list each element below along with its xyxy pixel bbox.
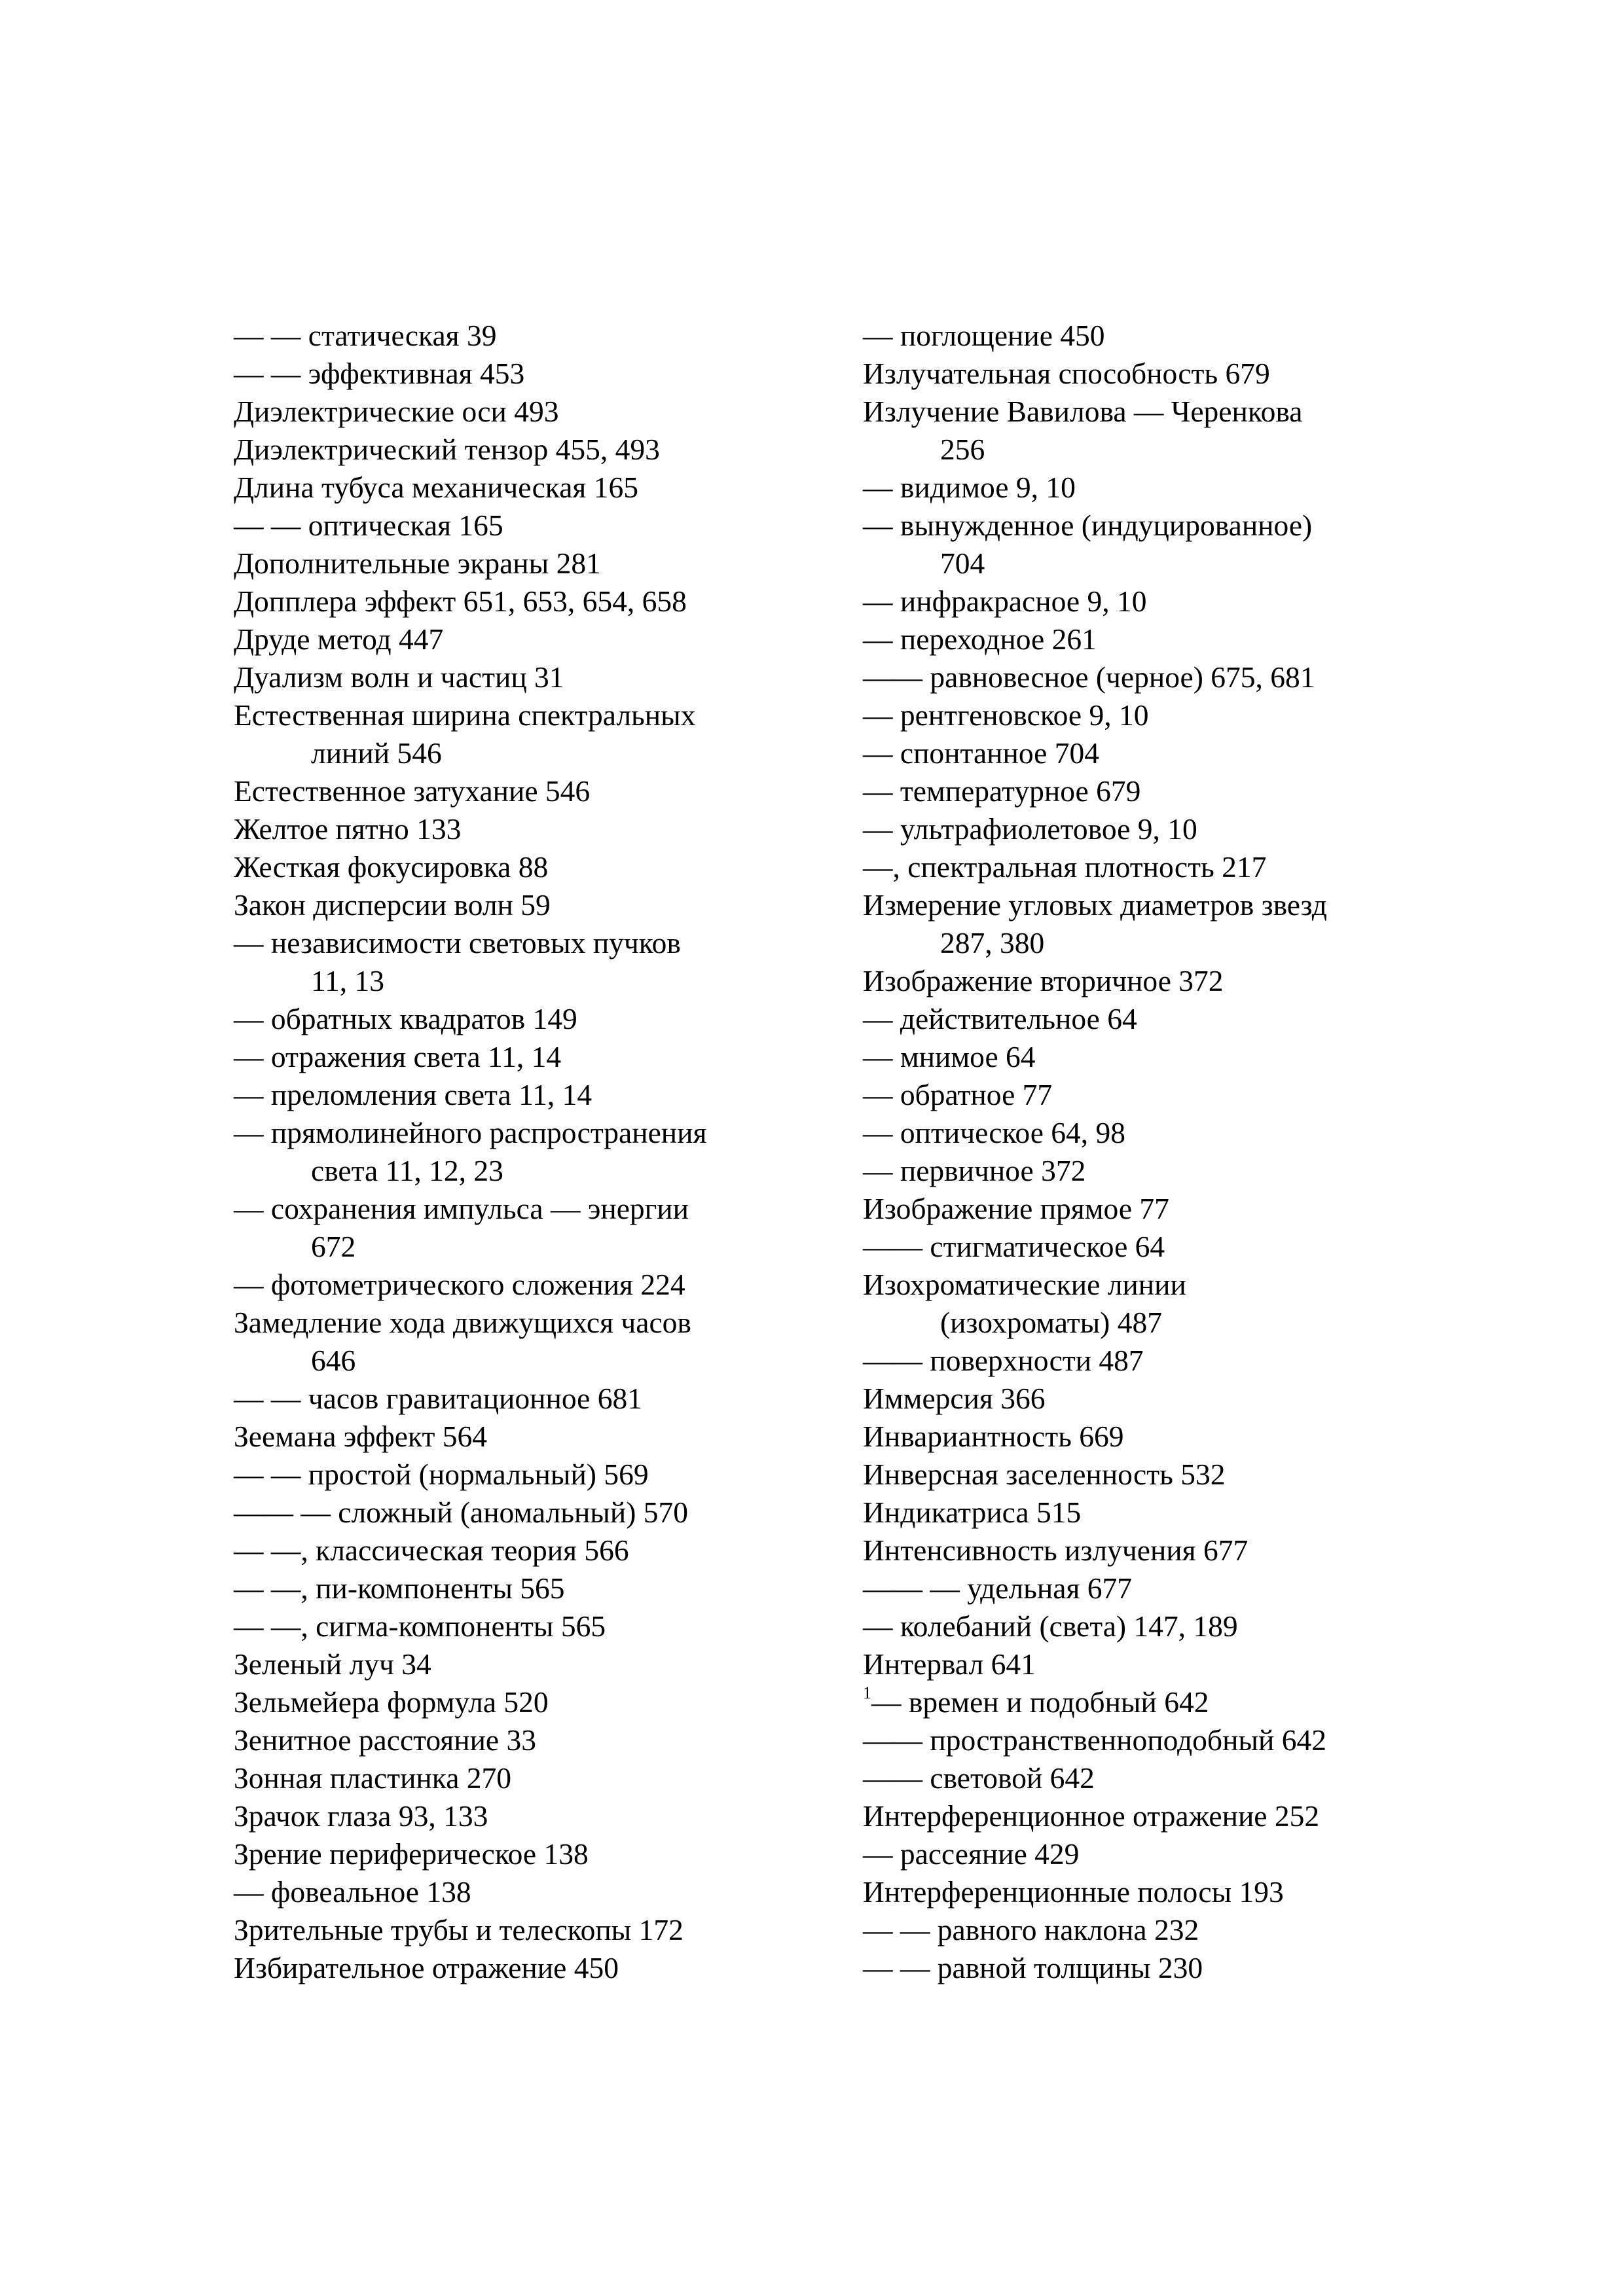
index-entry-text: — преломления света 11, 14 — [234, 1078, 593, 1111]
index-entry — [234, 658, 849, 696]
index-entry-text: 287, 380 — [940, 926, 1045, 960]
index-entry-continuation — [863, 431, 1518, 469]
index-entry — [863, 848, 1518, 886]
index-entry-text: Закон дисперсии волн 59 — [234, 888, 551, 922]
index-entry — [234, 1456, 849, 1494]
index-entry — [234, 1380, 849, 1418]
index-entry-text: Друде метод 447 — [234, 622, 444, 656]
index-entry-continuation — [234, 1342, 849, 1380]
index-entry — [234, 696, 849, 734]
index-entry-text: Избирательное отражение 450 — [234, 1951, 619, 1984]
index-entry-text: Допплера эффект 651, 653, 654, 658 — [234, 584, 687, 618]
index-column-left — [234, 317, 849, 1987]
index-entry — [863, 1949, 1518, 1987]
index-entry — [234, 1797, 849, 1835]
index-entry — [863, 469, 1518, 507]
index-entry-text: — вынужденное (индуцированное) — [863, 509, 1313, 542]
index-entry — [863, 1038, 1518, 1076]
index-entry — [234, 393, 849, 431]
index-entry — [234, 1114, 849, 1152]
index-entry-text: Изображение вторичное 372 — [863, 964, 1224, 997]
index-entry — [234, 317, 849, 355]
index-entry — [234, 810, 849, 848]
index-entry-text: Интенсивность излучения 677 — [863, 1534, 1249, 1567]
index-entry-continuation — [234, 962, 849, 1000]
index-entry — [863, 1266, 1518, 1304]
index-entry-text: Излучательная способность 679 — [863, 357, 1270, 390]
index-entry — [863, 620, 1518, 658]
index-entry-text: Интервал 641 — [863, 1647, 1036, 1681]
index-entry-text: Зрачок глаза 93, 133 — [234, 1799, 488, 1833]
index-entry-text: — — равной толщины 230 — [863, 1951, 1203, 1984]
index-entry-text: — спонтанное 704 — [863, 736, 1099, 770]
index-entry — [863, 1152, 1518, 1190]
index-entry-text: 11, 13 — [311, 964, 385, 997]
index-entry-text: света 11, 12, 23 — [311, 1154, 503, 1187]
index-entry-text: Замедление хода движущихся часов — [234, 1306, 691, 1339]
index-entry-text: Интерференционное отражение 252 — [863, 1799, 1320, 1833]
index-entry-text: — — часов гравитационное 681 — [234, 1382, 642, 1415]
index-entry — [863, 658, 1518, 696]
index-entry-text: Жесткая фокусировка 88 — [234, 850, 549, 884]
index-entry — [863, 1797, 1518, 1835]
index-entry — [234, 1683, 849, 1721]
index-entry-text: линий 546 — [311, 736, 442, 770]
footnote-mark: 1 — [863, 1683, 871, 1702]
index-entry — [234, 1949, 849, 1987]
index-entry — [234, 1076, 849, 1114]
index-entry-text: — обратных квадратов 149 — [234, 1002, 577, 1035]
index-entry — [234, 1759, 849, 1797]
index-entry — [863, 1342, 1518, 1380]
index-entry — [234, 620, 849, 658]
index-column-right — [863, 317, 1518, 1987]
index-entry — [863, 962, 1518, 1000]
index-entry-continuation — [863, 924, 1518, 962]
index-entry-text: — действительное 64 — [863, 1002, 1137, 1035]
index-entry-text: — — простой (нормальный) 569 — [234, 1458, 649, 1491]
index-entry-continuation — [863, 1304, 1518, 1342]
index-entry-text: —— пространственноподобный 642 — [863, 1723, 1326, 1757]
index-entry-text: — колебаний (света) 147, 189 — [863, 1609, 1238, 1643]
index-entry — [863, 1456, 1518, 1494]
index-entry-text: — времен и подобный 642 — [871, 1685, 1209, 1719]
index-entry — [863, 1759, 1518, 1797]
index-entry — [863, 1721, 1518, 1759]
index-entry-text: —— — удельная 677 — [863, 1571, 1133, 1605]
index-entry — [234, 1532, 849, 1570]
index-entry-text: — фовеальное 138 — [234, 1875, 471, 1909]
index-entry — [863, 1645, 1518, 1683]
index-entry-text: Зрительные трубы и телескопы 172 — [234, 1913, 684, 1946]
index-entry — [234, 772, 849, 810]
index-entry-text: — —, сигма-компоненты 565 — [234, 1609, 606, 1643]
index-entry-text: 672 — [311, 1230, 356, 1263]
index-entry-text: — —, классическая теория 566 — [234, 1534, 629, 1567]
index-entry — [234, 545, 849, 583]
index-entry-text: Инвариантность 669 — [863, 1420, 1124, 1453]
index-entry — [234, 886, 849, 924]
index-entry-text: Излучение Вавилова — Черенкова — [863, 395, 1303, 428]
index-entry-text: — рентгеновское 9, 10 — [863, 698, 1149, 732]
index-entry — [863, 1835, 1518, 1873]
index-entry-text: 704 — [940, 547, 985, 580]
index-entry-text: Интерференционные полосы 193 — [863, 1875, 1284, 1909]
index-entry — [863, 1228, 1518, 1266]
index-entry — [863, 1418, 1518, 1456]
index-entry-text: 256 — [940, 433, 985, 466]
index-entry-text: Инверсная заселенность 532 — [863, 1458, 1226, 1491]
index-entry-text: — отражения света 11, 14 — [234, 1040, 562, 1073]
index-entry-text: Естественная ширина спектральных — [234, 698, 696, 732]
index-entry-text: — — равного наклона 232 — [863, 1913, 1199, 1946]
index-entry-text: Индикатриса 515 — [863, 1496, 1082, 1529]
index-entry-text: — — оптическая 165 — [234, 509, 503, 542]
index-entry-text: —— поверхности 487 — [863, 1344, 1144, 1377]
index-entry-continuation — [234, 1228, 849, 1266]
index-entry — [234, 507, 849, 545]
index-entry-text: — обратное 77 — [863, 1078, 1053, 1111]
index-entry-text: — температурное 679 — [863, 774, 1141, 808]
index-entry-text: Желтое пятно 133 — [234, 812, 462, 846]
index-entry-text: — поглощение 450 — [863, 319, 1105, 352]
index-entry — [863, 1873, 1518, 1911]
index-entry — [234, 1494, 849, 1532]
index-entry-text: —— стигматическое 64 — [863, 1230, 1165, 1263]
index-entry — [234, 1190, 849, 1228]
index-entry-text: (изохроматы) 487 — [940, 1306, 1162, 1339]
index-entry — [234, 1645, 849, 1683]
index-entry-text: —, спектральная плотность 217 — [863, 850, 1267, 884]
index-entry — [234, 469, 849, 507]
index-entry-text: —— — сложный (аномальный) 570 — [234, 1496, 689, 1529]
index-entry — [863, 1076, 1518, 1114]
index-entry-text: Длина тубуса механическая 165 — [234, 471, 638, 504]
index-entry — [863, 507, 1518, 545]
index-entry — [234, 431, 849, 469]
index-entry-text: Изохроматические линии — [863, 1268, 1186, 1301]
index-entry-text: — рассеяние 429 — [863, 1837, 1080, 1871]
index-entry-text: Измерение угловых диаметров звезд — [863, 888, 1327, 922]
index-entry — [863, 1190, 1518, 1228]
index-entry-text: Иммерсия 366 — [863, 1382, 1046, 1415]
index-entry — [234, 1304, 849, 1342]
index-entry-text: —— световой 642 — [863, 1761, 1095, 1795]
index-entry — [234, 1266, 849, 1304]
index-entry-text: — ультрафиолетовое 9, 10 — [863, 812, 1197, 846]
index-entry-text: Зрение периферическое 138 — [234, 1837, 589, 1871]
index-entry — [863, 1114, 1518, 1152]
index-entry-text: Зенитное расстояние 33 — [234, 1723, 536, 1757]
index-entry — [863, 1000, 1518, 1038]
index-entry — [234, 1570, 849, 1607]
index-entry-text: Изображение прямое 77 — [863, 1192, 1169, 1225]
index-entry — [863, 1607, 1518, 1645]
index-entry-text: Зонная пластинка 270 — [234, 1761, 512, 1795]
index-entry — [863, 355, 1518, 393]
index-entry — [863, 583, 1518, 620]
index-entry-text: — фотометрического сложения 224 — [234, 1268, 685, 1301]
index-entry — [234, 1418, 849, 1456]
index-entry-text: Диэлектрический тензор 455, 493 — [234, 433, 660, 466]
index-entry — [234, 1000, 849, 1038]
index-entry — [863, 772, 1518, 810]
index-entry-text: Дуализм волн и частиц 31 — [234, 660, 564, 694]
index-entry — [234, 583, 849, 620]
index-entry — [234, 848, 849, 886]
index-entry — [863, 1570, 1518, 1607]
index-entry-text: — первичное 372 — [863, 1154, 1086, 1187]
index-entry — [863, 1683, 1518, 1721]
index-entry — [234, 1038, 849, 1076]
index-entry — [863, 1380, 1518, 1418]
index-entry — [863, 734, 1518, 772]
index-entry-text: Диэлектрические оси 493 — [234, 395, 559, 428]
index-entry-continuation — [863, 545, 1518, 583]
index-entry — [863, 1532, 1518, 1570]
index-entry-text: — видимое 9, 10 — [863, 471, 1076, 504]
index-entry-text: — прямолинейного распространения — [234, 1116, 707, 1149]
index-entry-text: 646 — [311, 1344, 356, 1377]
index-entry-text: — переходное 261 — [863, 622, 1097, 656]
index-entry — [863, 810, 1518, 848]
index-entry — [863, 393, 1518, 431]
index-entry — [863, 886, 1518, 924]
index-entry — [234, 1873, 849, 1911]
index-entry — [234, 1721, 849, 1759]
index-entry-text: — оптическое 64, 98 — [863, 1116, 1126, 1149]
index-entry-text: — — статическая 39 — [234, 319, 497, 352]
index-entry-text: — инфракрасное 9, 10 — [863, 584, 1147, 618]
index-entry-text: Дополнительные экраны 281 — [234, 547, 601, 580]
index-entry — [234, 1911, 849, 1949]
index-entry-continuation — [234, 734, 849, 772]
index-entry — [234, 355, 849, 393]
index-entry-continuation — [234, 1152, 849, 1190]
index-entry — [234, 924, 849, 962]
index-entry-text: Естественное затухание 546 — [234, 774, 591, 808]
index-entry-text: — независимости световых пучков — [234, 926, 681, 960]
index-entry — [863, 1911, 1518, 1949]
index-entry-text: — сохранения импульса — энергии — [234, 1192, 689, 1225]
index-entry — [863, 1494, 1518, 1532]
index-entry-text: Зеленый луч 34 — [234, 1647, 431, 1681]
index-entry-text: — —, пи-компоненты 565 — [234, 1571, 565, 1605]
index-entry — [863, 696, 1518, 734]
index-entry — [234, 1835, 849, 1873]
index-entry — [863, 317, 1518, 355]
index-entry-text: Зеемана эффект 564 — [234, 1420, 487, 1453]
index-entry-text: —— равновесное (черное) 675, 681 — [863, 660, 1315, 694]
index-entry-text: — — эффективная 453 — [234, 357, 525, 390]
index-entry — [234, 1607, 849, 1645]
index-entry-text: Зельмейера формула 520 — [234, 1685, 549, 1719]
index-entry-text: — мнимое 64 — [863, 1040, 1036, 1073]
